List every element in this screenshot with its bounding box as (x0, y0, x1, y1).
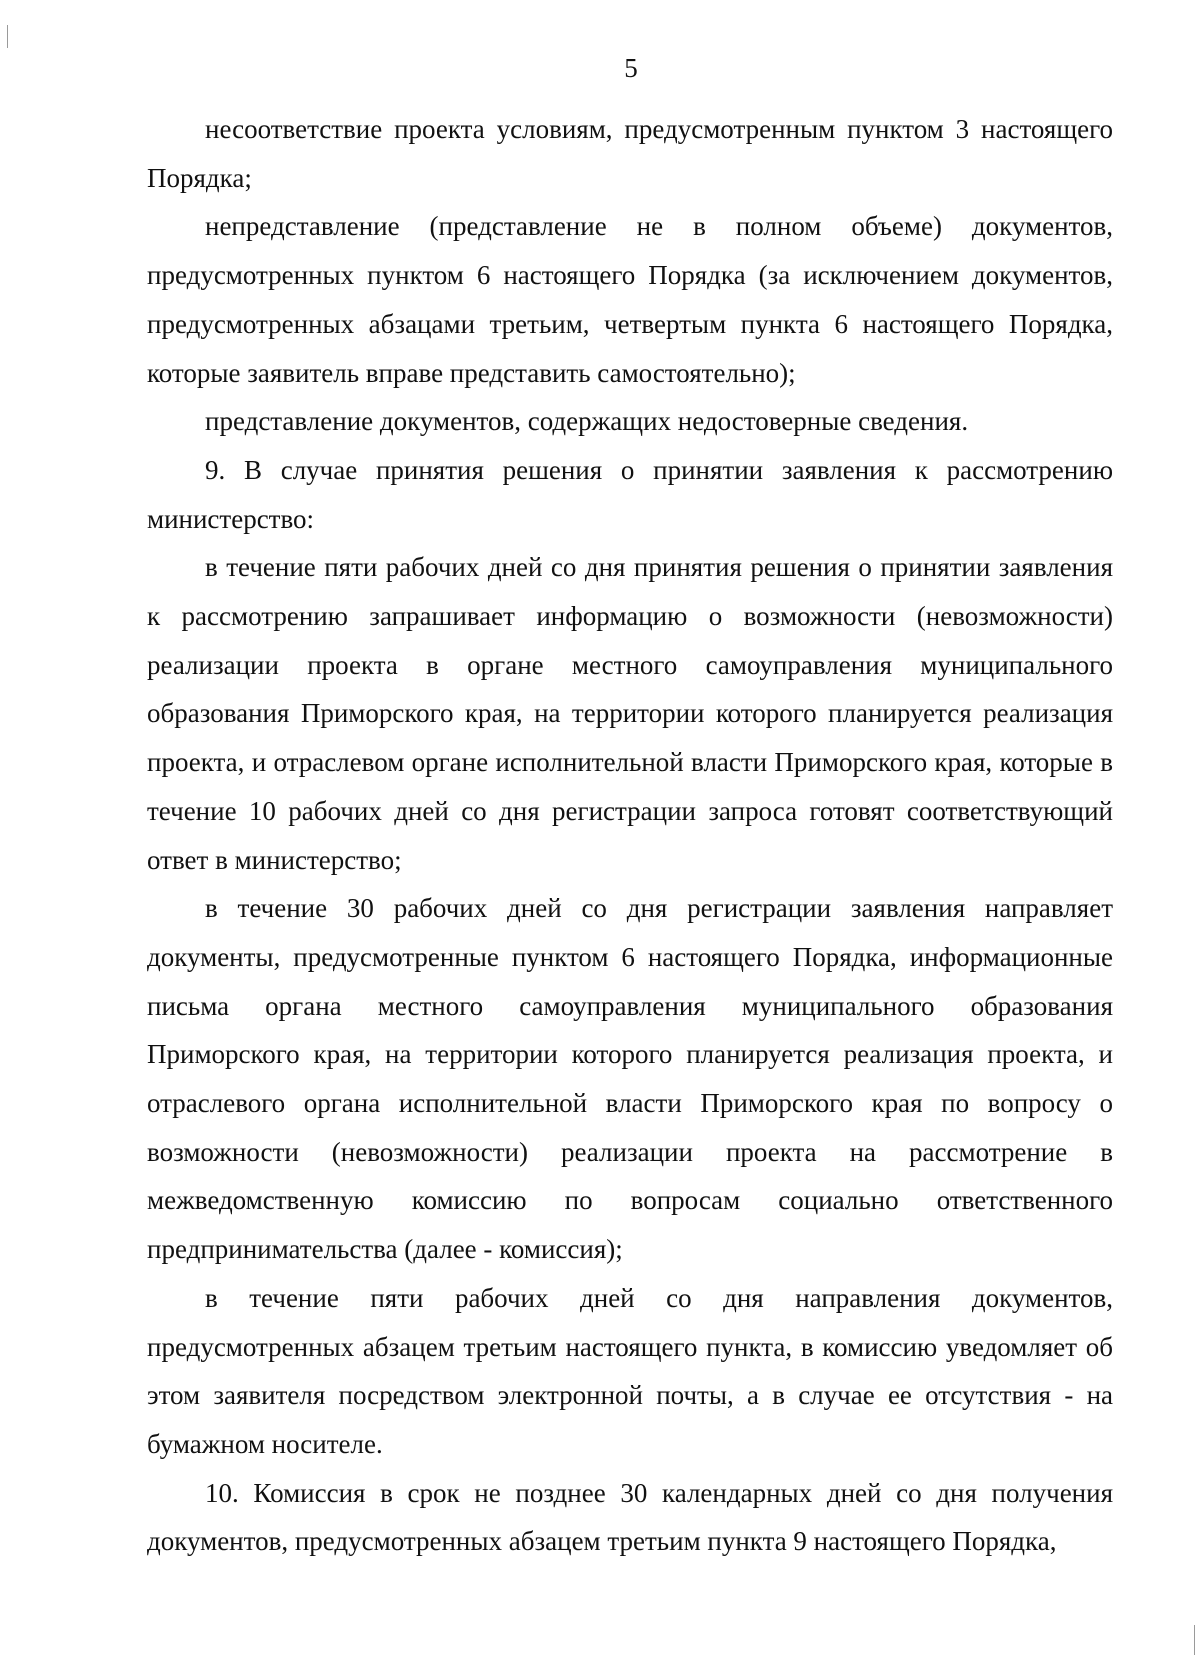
paragraph-request-information: в течение пяти рабочих дней со дня принятия решения о принятии заявления к рассмотрению запрашивает информацию о возможности (невозможности) реализации проекта в органе местного самоуправления муниципального образования Приморского края, на территории которого планируется реализация проекта, и отраслевом органе исполнительной власти Приморского края, которые в течение 10 рабочих дней со дня регистрации запроса готовят соответствующий ответ в министерство; (147, 552, 1113, 875)
paragraph-clause-10: 10. Комиссия в срок не позднее 30 календарных дней со дня получения документов, предусмотренных абзацем третьим пункта 9 настоящего Порядка, (147, 1477, 1113, 1557)
paragraph-clause-9: 9. В случае принятия решения о принятии заявления к рассмотрению министерство: (147, 454, 1113, 534)
scan-edge-mark-right (1194, 1625, 1195, 1655)
paragraph-send-to-commission: в течение 30 рабочих дней со дня регистрации заявления направляет документы, предусмотренные пунктом 6 настоящего Порядка, информационные письма органа местного самоуправления муниципального образования Приморского края, на территории которого планируется реализация проекта, и отраслевого органа исполнительной власти Приморского края по вопросу о возможности (невозможности) реализации проекта на рассмотрение в межведомственную комиссию по вопросам социально ответственного предпринимательства (далее - комиссия); (147, 893, 1113, 1265)
page-number: 5 (624, 53, 638, 83)
paragraph-non-submission: непредставление (представление не в полном объеме) документов, предусмотренных пунктом 6 настоящего Порядка (за исключением документов, предусмотренных абзацами третьим, четвертым пункта 6 настоящего Порядка, которые заявитель вправе представить самостоятельно); (147, 211, 1113, 388)
document-body (147, 105, 1113, 1566)
paragraph-notify-applicant: в течение пяти рабочих дней со дня направления документов, предусмотренных абзацем третьим настоящего пункта, в комиссию уведомляет об этом заявителя посредством электронной почты, а в случае ее отсутствия - на бумажном носителе. (147, 1282, 1113, 1459)
scan-edge-mark-left (7, 25, 8, 48)
paragraph-false-information: представление документов, содержащих недостоверные сведения. (205, 406, 969, 437)
paragraph-nonconformity: несоответствие проекта условиям, предусмотренным пунктом 3 настоящего Порядка; (147, 114, 1113, 193)
